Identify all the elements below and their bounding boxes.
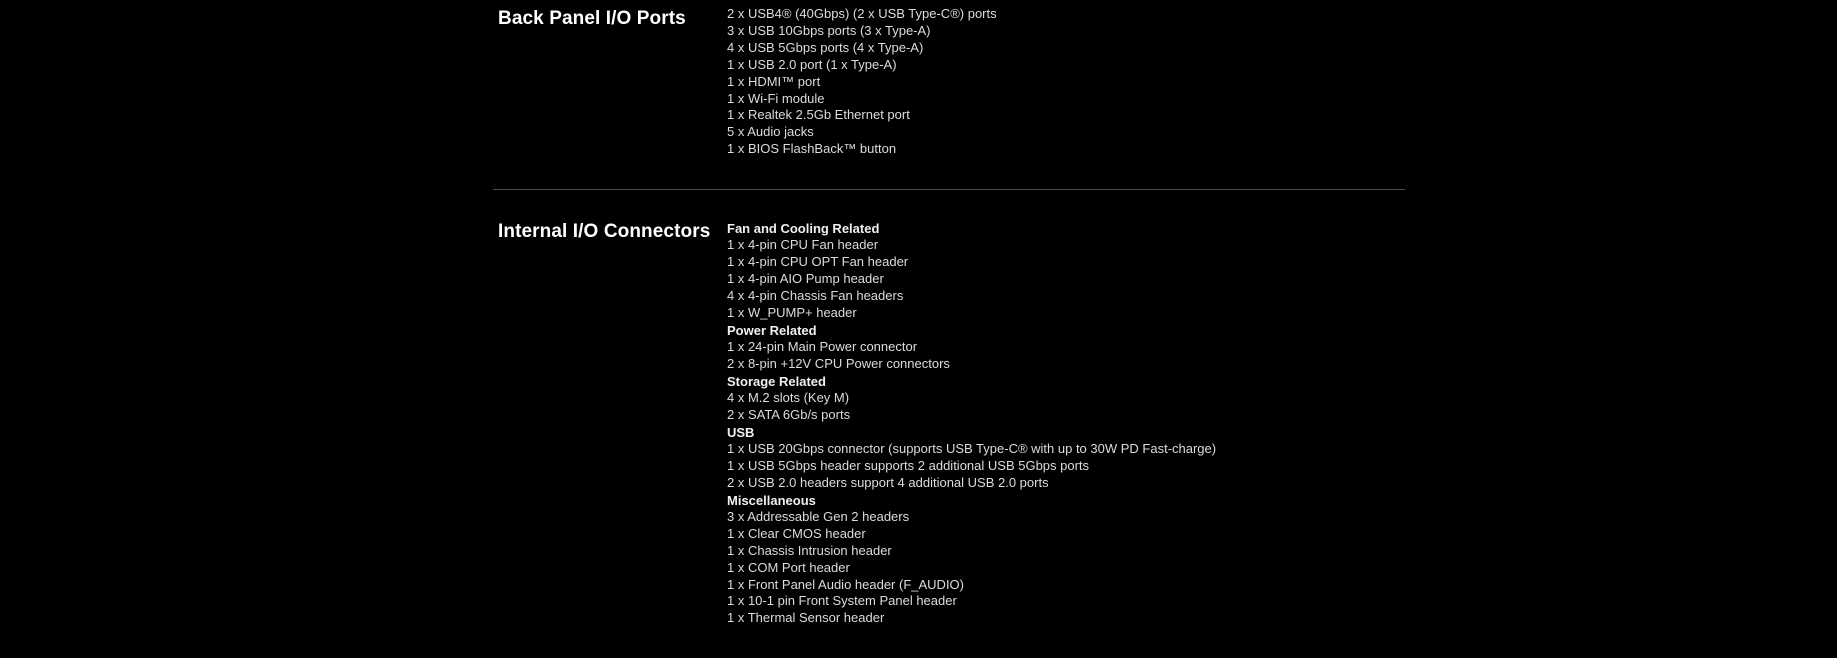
list-item: 2 x USB 2.0 headers support 4 additional USB 2.0 ports — [727, 474, 1049, 490]
list-item: 4 x 4-pin Chassis Fan headers — [727, 287, 904, 303]
list-item: 1 x W_PUMP+ header — [727, 304, 857, 320]
list-item: 1 x Front Panel Audio header (F_AUDIO) — [727, 576, 965, 592]
internal-connectors-title: Internal I/O Connectors — [498, 221, 711, 242]
group-title-fan-cooling: Fan and Cooling Related — [727, 221, 880, 236]
list-item: 1 x Chassis Intrusion header — [727, 542, 892, 558]
list-item: 1 x Clear CMOS header — [727, 525, 866, 541]
group-title-miscellaneous: Miscellaneous — [727, 492, 816, 508]
list-item: 2 x USB4® (40Gbps) (2 x USB Type-C®) ports — [727, 6, 997, 21]
list-item: 1 x 4-pin CPU Fan header — [727, 237, 879, 253]
list-item: 2 x SATA 6Gb/s ports — [727, 406, 851, 422]
internal-connectors-list — [727, 220, 1216, 627]
list-item: 1 x USB 20Gbps connector (supports USB Type-C® with up to 30W PD Fast-charge) — [727, 440, 1217, 456]
back-panel-title: Back Panel I/O Ports — [498, 8, 686, 29]
list-item: 1 x BIOS FlashBack™ button — [727, 141, 897, 157]
back-panel-list — [727, 6, 997, 158]
list-item: 3 x USB 10Gbps ports (3 x Type-A) — [727, 22, 931, 38]
list-item: 3 x Addressable Gen 2 headers — [727, 508, 910, 524]
section-divider — [493, 189, 1405, 190]
list-item: 1 x COM Port header — [727, 559, 850, 575]
list-item: 1 x 24-pin Main Power connector — [727, 338, 918, 354]
group-title-storage: Storage Related — [727, 373, 826, 389]
list-item: 1 x Thermal Sensor header — [727, 610, 885, 626]
list-item: 4 x USB 5Gbps ports (4 x Type-A) — [727, 39, 924, 55]
list-item: 2 x 8-pin +12V CPU Power connectors — [727, 355, 950, 371]
list-item: 4 x M.2 slots (Key M) — [727, 389, 850, 405]
list-item: 1 x USB 5Gbps header supports 2 additional USB 5Gbps ports — [727, 457, 1090, 473]
list-item: 1 x 4-pin CPU OPT Fan header — [727, 254, 909, 270]
group-title-usb: USB — [727, 424, 755, 440]
list-item: 1 x Wi-Fi module — [727, 90, 825, 106]
list-item: 1 x HDMI™ port — [727, 73, 821, 89]
list-item: 1 x 4-pin AIO Pump header — [727, 271, 884, 287]
list-item: 1 x USB 2.0 port (1 x Type-A) — [727, 56, 897, 72]
group-title-power: Power Related — [727, 322, 817, 338]
list-item: 5 x Audio jacks — [727, 124, 814, 140]
list-item: 1 x Realtek 2.5Gb Ethernet port — [727, 107, 910, 123]
list-item: 1 x 10-1 pin Front System Panel header — [727, 593, 957, 609]
